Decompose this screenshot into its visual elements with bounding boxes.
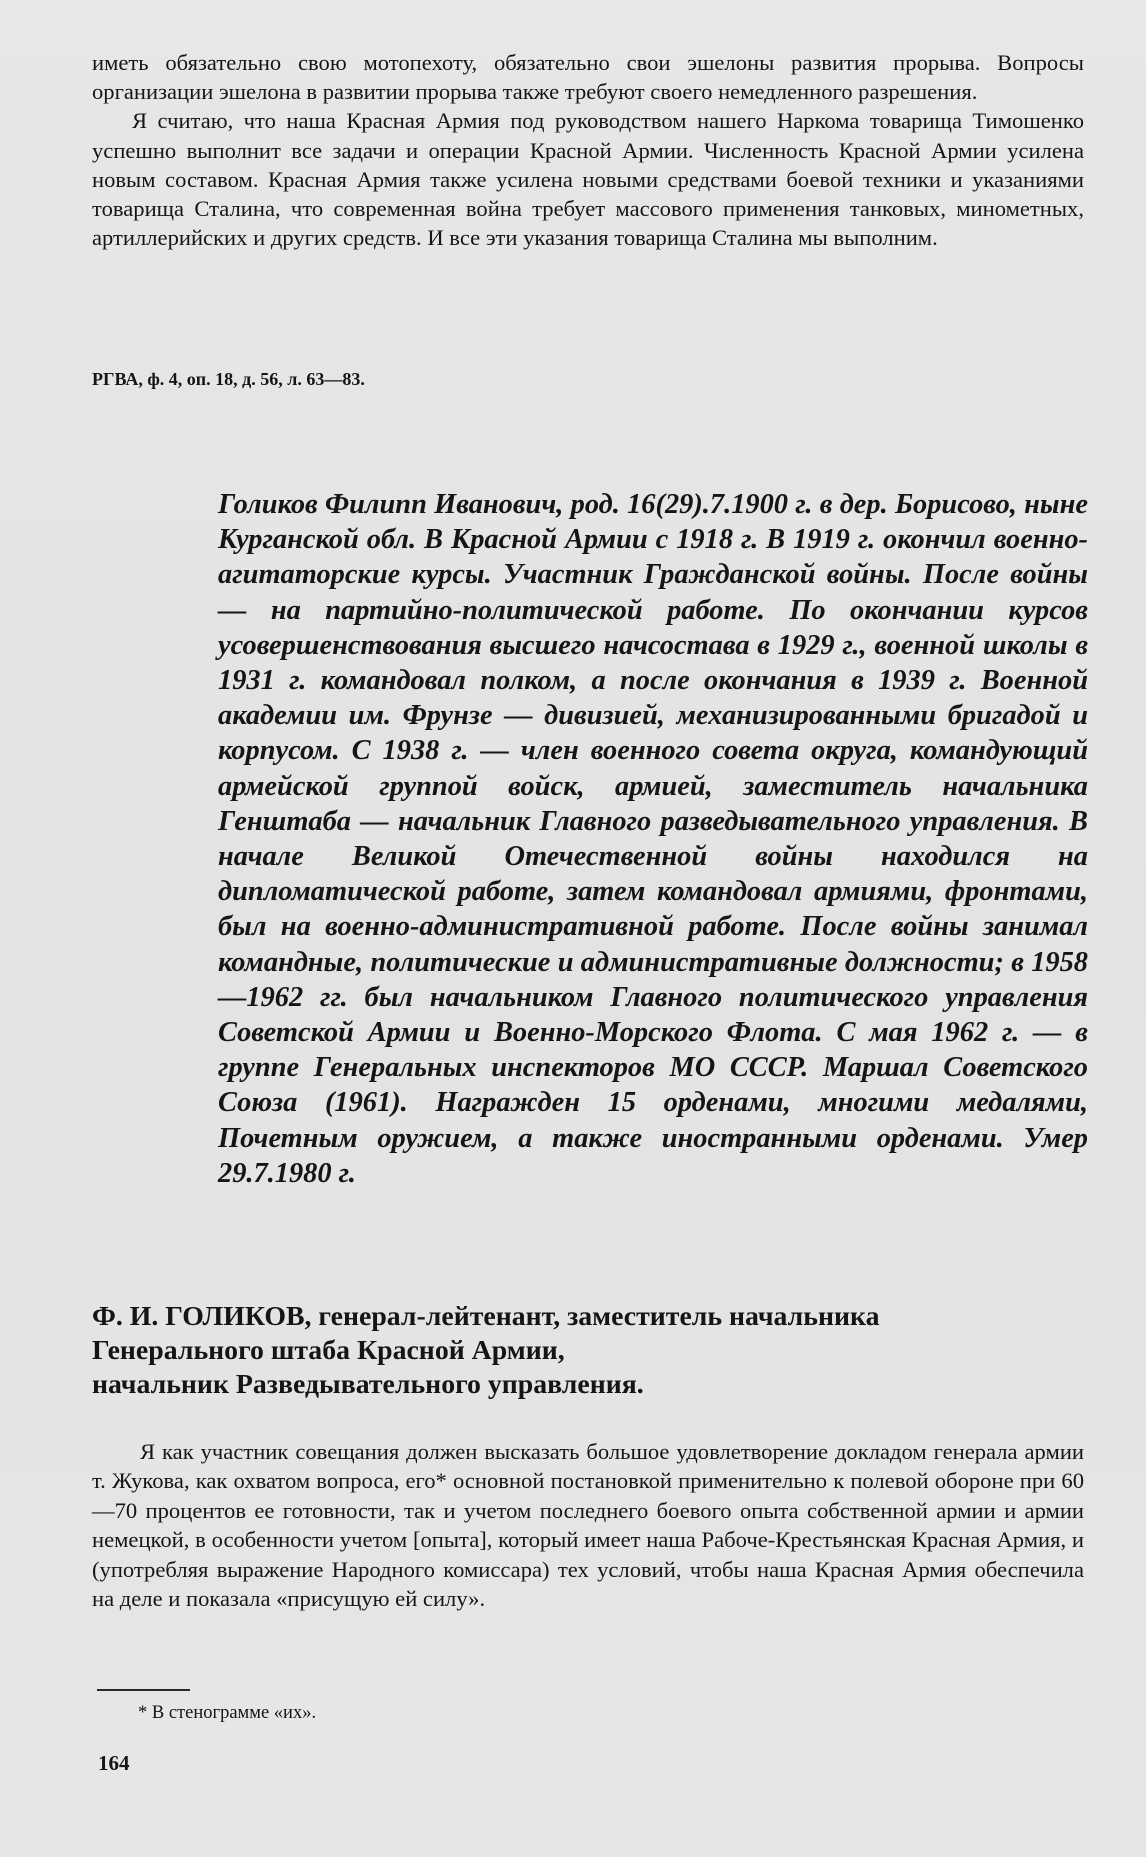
speech-paragraph: Я как участник совещания должен высказать большое удовлетворение докладом генерала армии т. Жукова, как охватом вопроса, его* основной постановкой применительно к полевой обороне при 60—70 процентов ее готовности, так и учетом последнего боевого опыта собственной армии и армии немецкой, в особенности учетом [опыта], который имеет наша Рабоче-Крестьянская Красная Армия, и (употребляя выражение Народного комиссара) тех условий, чтобы наша Красная Армия обеспечила на деле и показала «присущую ей силу». <box>92 1439 1084 1612</box>
footnote-divider <box>97 1689 190 1691</box>
speaker-heading <box>92 1300 1084 1402</box>
footnote: * В стенограмме «их». <box>138 1703 317 1723</box>
archive-source-reference: РГВА, ф. 4, оп. 18, д. 56, л. 63—83. <box>92 369 365 389</box>
biography-note: Голиков Филипп Иванович, род. 16(29).7.1900 г. в дер. Борисово, ныне Курганской обл. В Красной Армии с 1918 г. В 1919 г. окончил военно-агитаторские курсы. Участник Гражданской войны. После войны — на партийно-политической работе. По окончании курсов усовершенствования высшего начсостава в 1929 г., военной школы в 1931 г. командовал полком, а после окончания в 1939 г. Военной академии им. Фрунзе — дивизией, механизированными бригадой и корпусом. С 1938 г. — член военного совета округа, командующий армейской группой войск, армией, заместитель начальника Генштаба — начальник Главного разведывательного управления. В начале Великой Отечественной войны находился на дипломатической работе, затем командовал армиями, фронтами, был на военно-административной работе. После войны занимал командные, политические и административные должности; в 1958—1962 гг. был начальником Главного политического управления Советской Армии и Военно-Морского Флота. С мая 1962 г. — в группе Генеральных инспекторов МО СССР. Маршал Советского Союза (1961). Награжден 15 орденами, многими медалями, Почетным оружием, а также иностранными орденами. Умер 29.7.1980 г. <box>218 489 1088 1189</box>
intro-text <box>92 48 1084 252</box>
intro-paragraph-2: Я считаю, что наша Красная Армия под руководством нашего Наркома товарища Тимошенко успешно выполнит все задачи и операции Красной Армии. Численность Красной Армии усилена новым составом. Красная Армия также усилена новыми средствами боевой техники и указаниями товарища Сталина, что современная война требует массового применения танковых, минометных, артиллерийских и других средств. И все эти указания товарища Сталина мы выполним. <box>92 108 1084 251</box>
page-number: 164 <box>98 1751 130 1775</box>
speaker-heading-line-1: Ф. И. ГОЛИКОВ, генерал-лейтенант, заместитель начальника <box>92 1301 880 1332</box>
speaker-heading-line-3: начальник Разведывательного управления. <box>92 1369 644 1400</box>
speaker-heading-line-2: Генерального штаба Красной Армии, <box>92 1335 565 1366</box>
intro-paragraph-1: иметь обязательно свою мотопехоту, обязательно свои эшелоны развития прорыва. Вопросы организации эшелона в развитии прорыва также требуют своего немедленного разрешения. <box>92 50 1084 105</box>
